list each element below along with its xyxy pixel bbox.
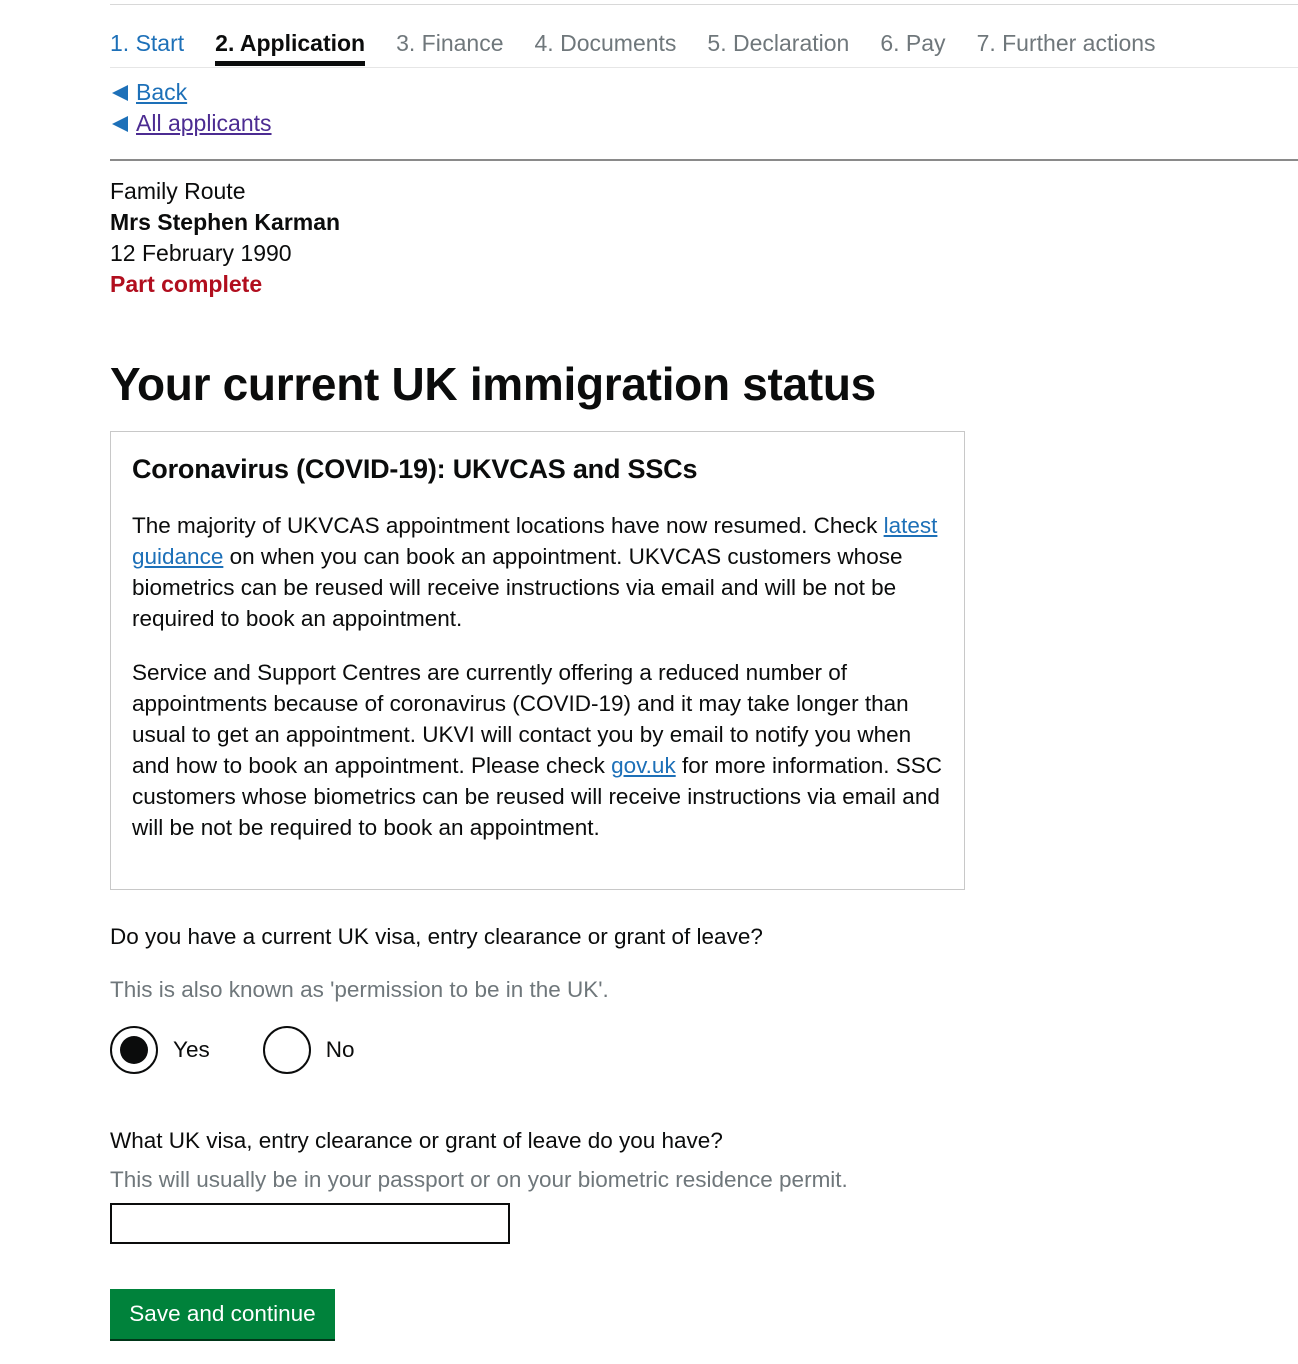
radio-no-label[interactable]: No — [325, 1037, 355, 1062]
latest-guidance-link[interactable]: latest guidance — [132, 513, 938, 569]
back-links — [110, 77, 272, 139]
all-applicants-link-row — [110, 108, 272, 139]
step-documents: 4. Documents — [534, 30, 677, 56]
triangle-left-icon — [112, 85, 128, 101]
visa-radio-group — [110, 1026, 407, 1074]
all-applicants-link[interactable]: All applicants — [136, 110, 272, 136]
radio-no[interactable] — [263, 1026, 355, 1074]
notice-text: Service and Support Centres are currently offering a reduced number of appointments because of coronavirus (COVID-19) and it may take longer than usual to get an appointment. UKVI will contact you by email to notify you when and how to book an appointment. Please check — [132, 660, 912, 778]
notice-paragraph-2 — [132, 657, 943, 843]
visa-type-hint: This will usually be in your passport or on your biometric residence permit. — [110, 1167, 848, 1192]
notice-paragraph-1 — [132, 510, 943, 634]
radio-yes[interactable] — [110, 1026, 210, 1074]
section-divider — [110, 159, 1298, 161]
visa-question-label: Do you have a current UK visa, entry clearance or grant of leave? — [110, 924, 763, 949]
save-and-continue-button[interactable]: Save and continue — [110, 1289, 335, 1339]
back-link[interactable]: Back — [136, 79, 188, 105]
route-name: Family Route — [110, 178, 246, 204]
status-badge: Part complete — [110, 271, 263, 297]
covid-notice-panel — [110, 431, 965, 890]
applicant-dob: 12 February 1990 — [110, 240, 292, 266]
radio-yes-circle[interactable] — [110, 1026, 158, 1074]
applicant-summary — [110, 176, 340, 300]
visa-type-label: What UK visa, entry clearance or grant of leave do you have? — [110, 1128, 723, 1153]
gov-uk-link[interactable]: gov.uk — [611, 753, 676, 778]
step-declaration: 5. Declaration — [707, 30, 850, 56]
step-start[interactable]: 1. Start — [110, 30, 185, 56]
radio-yes-label[interactable]: Yes — [173, 1037, 210, 1062]
step-pay: 6. Pay — [880, 30, 946, 56]
radio-selected-dot — [120, 1036, 148, 1064]
notice-text: on when you can book an appointment. UKVCAS customers whose biometrics can be reused will receive instructions via email and will be not be required to book an appointment. — [132, 544, 903, 631]
step-application[interactable]: 2. Application — [215, 26, 365, 67]
radio-no-circle[interactable] — [263, 1026, 311, 1074]
applicant-name: Mrs Stephen Karman — [110, 209, 341, 235]
visa-type-input[interactable] — [110, 1203, 510, 1244]
notice-heading: Coronavirus (COVID-19): UKVCAS and SSCs — [132, 454, 698, 484]
step-finance: 3. Finance — [396, 30, 504, 56]
step-further-actions: 7. Further actions — [976, 30, 1156, 56]
notice-text: for more information. SSC customers whose biometrics can be reused will receive instructions via email and will be not be required to book an appointment. — [132, 753, 943, 840]
visa-question-hint: This is also known as 'permission to be in the UK'. — [110, 977, 609, 1002]
top-rule — [110, 4, 1298, 5]
notice-text: The majority of UKVCAS appointment locations have now resumed. Check — [132, 513, 884, 538]
triangle-left-icon — [112, 116, 128, 132]
back-link-row — [110, 77, 272, 108]
page-title: Your current UK immigration status — [110, 358, 876, 410]
step-navigation — [110, 26, 1298, 68]
